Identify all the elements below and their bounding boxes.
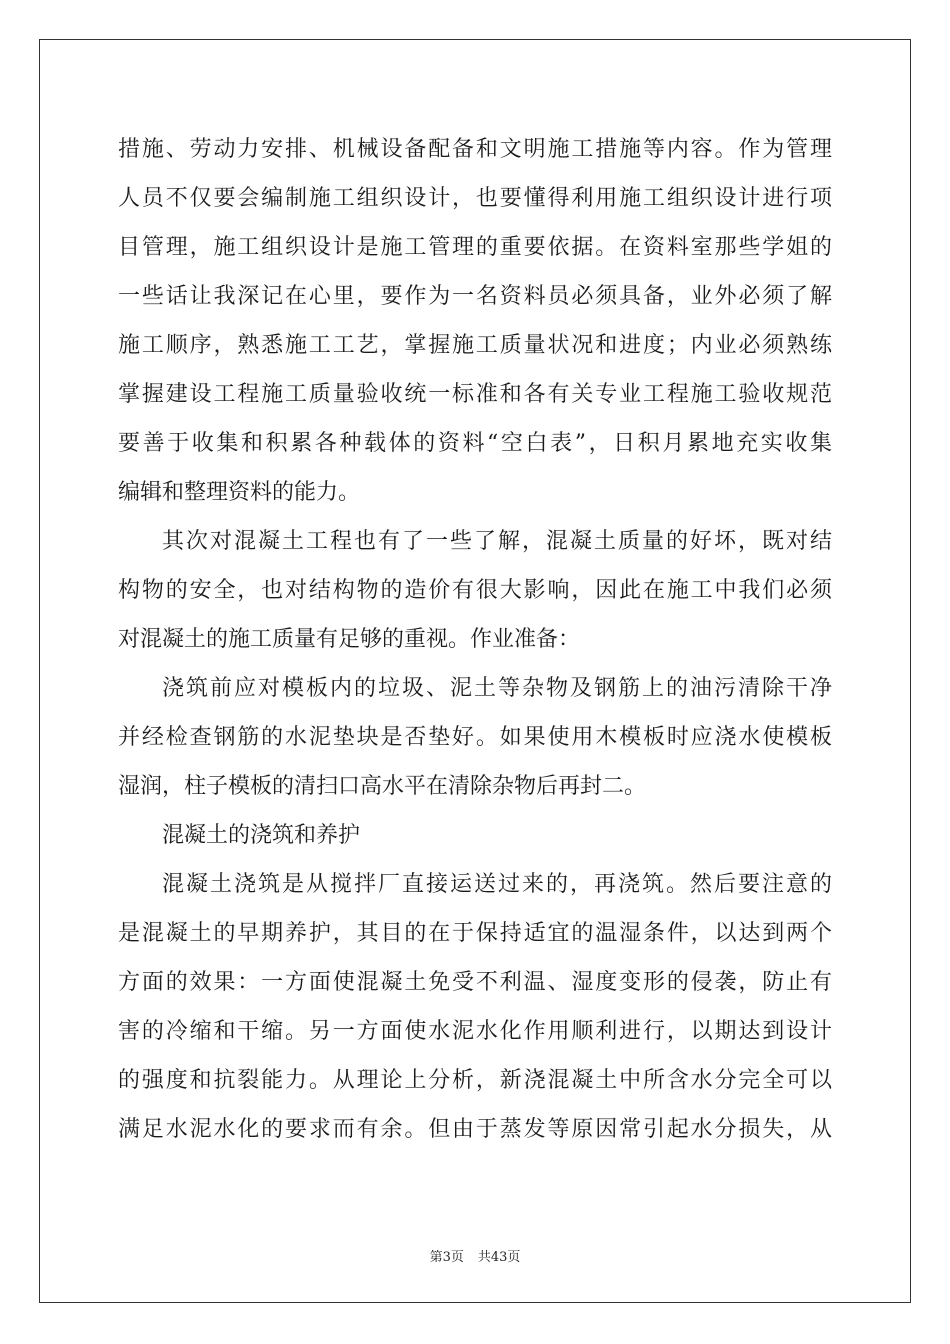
text-line: 浇筑前应对模板内的垃圾、泥土等杂物及钢筋上的油污清除干净 [162,676,832,701]
text-line: 并经检查钢筋的水泥垫块是否垫好。如果使用木模板时应浇水使模板 [118,725,832,750]
text-line: 措施、劳动力安排、机械设备配备和文明施工措施等内容。作为管理 [118,137,832,162]
text-line: 目管理，施工组织设计是施工管理的重要依据。在资料室那些学姐的 [118,235,832,260]
text-line: 构物的安全，也对结构物的造价有很大影响，因此在施工中我们必须 [118,578,832,603]
text-line: 湿润，柱子模板的清扫口高水平在清除杂物后再封二。 [118,774,647,799]
text-line: 方面的效果：一方面使混凝土免受不利温、湿度变形的侵袭，防止有 [118,970,832,995]
text-line: 要善于收集和积累各种载体的资料“空白表”，日积月累地充实收集 [118,431,832,456]
text-line: 施工顺序，熟悉施工工艺，掌握施工质量状况和进度；内业必须熟练 [118,333,832,358]
text-line: 满足水泥水化的要求而有余。但由于蒸发等原因常引起水分损失，从 [118,1117,832,1142]
text-line: 掌握建设工程施工质量验收统一标准和各有关专业工程施工验收规范 [118,382,832,407]
text-line: 其次对混凝土工程也有了一些了解，混凝土质量的好坏，既对结 [162,529,832,554]
text-line: 编辑和整理资料的能力。 [118,480,361,505]
current-page-label: 第3页 [429,1250,464,1265]
total-pages-label: 共43页 [477,1250,521,1265]
text-line: 是混凝土的早期养护，其目的在于保持适宜的温湿条件，以达到两个 [118,921,832,946]
text-line: 对混凝土的施工质量有足够的重视。作业准备： [118,627,581,652]
text-line: 的强度和抗裂能力。从理论上分析，新浇混凝土中所含水分完全可以 [118,1068,832,1093]
text-line: 人员不仅要会编制施工组织设计，也要懂得利用施工组织设计进行项 [118,186,832,211]
document-body [118,125,832,1154]
text-line: 混凝土浇筑是从搅拌厂直接运送过来的，再浇筑。然后要注意的 [162,872,832,897]
text-line: 害的冷缩和干缩。另一方面使水泥水化作用顺利进行，以期达到设计 [118,1019,832,1044]
text-line: 混凝土的浇筑和养护 [162,823,361,848]
text-line: 一些话让我深记在心里，要作为一名资料员必须具备，业外必须了解 [118,284,832,309]
page-footer [0,1246,950,1265]
